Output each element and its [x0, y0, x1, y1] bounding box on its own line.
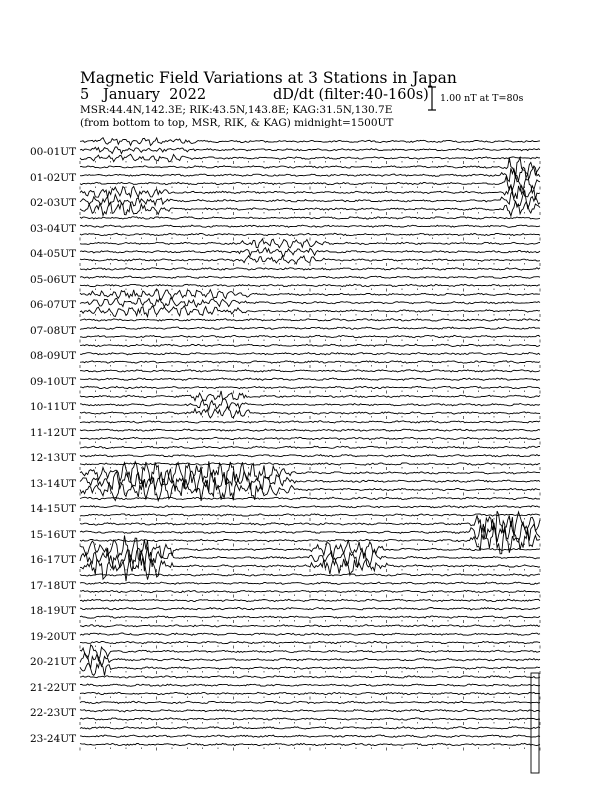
trace-rik-07-08UT [80, 327, 540, 329]
trace-rik-04-05UT [80, 248, 540, 257]
hour-label: 18-19UT [30, 605, 77, 617]
trace-msr-07-08UT [80, 335, 540, 337]
trace-msr-22-23UT [80, 718, 540, 720]
trace-msr-14-15UT [80, 514, 540, 516]
hour-label: 08-09UT [30, 350, 77, 362]
station-coordinates: MSR:44.4N,142.3E; RIK:43.5N,143.8E; KAG:31.5N,130.7E [80, 104, 393, 116]
hour-label: 14-15UT [30, 503, 77, 515]
trace-msr-09-10UT [80, 386, 540, 388]
trace-msr-21-22UT [80, 692, 540, 694]
trace-msr-12-13UT [80, 463, 540, 465]
hour-label: 09-10UT [30, 375, 77, 388]
hour-label: 19-20UT [30, 630, 77, 643]
trace-rik-22-23UT [80, 710, 540, 712]
hour-label: 11-12UT [30, 426, 77, 439]
hour-label: 05-06UT [30, 273, 77, 286]
trace-rik-08-09UT [80, 353, 540, 355]
trace-msr-17-18UT [80, 590, 540, 592]
scale-bar-label: 1.00 nT at T=80s [440, 93, 524, 104]
trace-msr-03-04UT [80, 233, 540, 235]
scale-bar [428, 87, 436, 110]
chart-filter: dD/dt (filter:40-160s) [273, 87, 429, 103]
trace-kag-07-08UT [80, 319, 540, 321]
hour-label: 20-21UT [30, 656, 77, 668]
chart-date: 5 January 2022 [80, 87, 207, 103]
hour-label: 10-11UT [30, 401, 77, 413]
hour-label: 22-23UT [30, 707, 77, 719]
trace-rik-10-11UT [80, 399, 540, 410]
trace-kag-03-04UT [80, 217, 540, 219]
trace-rik-01-02UT [80, 166, 540, 182]
calibration-box [531, 673, 539, 773]
hour-label: 03-04UT [30, 222, 77, 235]
trace-kag-08-09UT [80, 344, 540, 346]
hour-label: 13-14UT [30, 477, 77, 490]
trace-msr-08-09UT [80, 361, 540, 363]
trace-msr-01-02UT [80, 174, 540, 194]
trace-kag-05-06UT [80, 268, 540, 270]
trace-kag-21-22UT [80, 676, 540, 678]
trace-rik-18-19UT [80, 608, 540, 610]
trace-kag-23-24UT [80, 727, 540, 729]
trace-rik-17-18UT [80, 582, 540, 584]
trace-kag-12-13UT [80, 446, 540, 448]
hour-label: 16-17UT [30, 554, 77, 566]
trace-kag-19-20UT [80, 625, 540, 627]
hour-label: 07-08UT [30, 324, 77, 337]
trace-rik-19-20UT [80, 633, 540, 635]
trace-rik-21-22UT [80, 684, 540, 686]
trace-rik-23-24UT [80, 735, 540, 737]
hour-label: 17-18UT [30, 579, 77, 592]
trace-kag-14-15UT [80, 497, 540, 499]
trace-rik-05-06UT [80, 276, 540, 278]
trace-msr-19-20UT [80, 641, 540, 643]
trace-rik-06-07UT [80, 298, 540, 307]
hour-label: 15-16UT [30, 528, 77, 541]
trace-rik-14-15UT [80, 506, 540, 508]
hour-label: 21-22UT [30, 681, 77, 694]
trace-msr-04-05UT [80, 256, 540, 264]
trace-rik-00-01UT [80, 147, 540, 154]
trace-kag-09-10UT [80, 370, 540, 372]
trace-rik-20-21UT [80, 653, 540, 668]
trace-rik-12-13UT [80, 455, 540, 457]
trace-kag-18-19UT [80, 599, 540, 601]
trace-msr-00-01UT [80, 154, 540, 162]
trace-rik-03-04UT [80, 225, 540, 227]
trace-msr-05-06UT [80, 284, 540, 286]
trace-msr-11-12UT [80, 437, 540, 439]
hour-label: 06-07UT [30, 299, 77, 311]
hour-label: 23-24UT [30, 732, 77, 745]
trace-rik-11-12UT [80, 429, 540, 431]
station-order-note: (from bottom to top, MSR, RIK, & KAG) midnight=1500UT [80, 117, 394, 129]
trace-rik-09-10UT [80, 378, 540, 380]
chart-title: Magnetic Field Variations at 3 Stations in Japan [80, 69, 457, 87]
trace-kag-13-14UT [80, 461, 540, 486]
trace-kag-22-23UT [80, 701, 540, 703]
hour-label: 01-02UT [30, 171, 77, 184]
hour-label: 12-13UT [30, 452, 77, 464]
trace-kag-00-01UT [80, 138, 540, 146]
trace-msr-23-24UT [80, 743, 540, 745]
trace-msr-18-19UT [80, 616, 540, 618]
hour-label: 00-01UT [30, 146, 77, 158]
hour-label: 02-03UT [30, 197, 77, 209]
trace-kag-11-12UT [80, 421, 540, 423]
hour-label: 04-05UT [30, 248, 77, 260]
